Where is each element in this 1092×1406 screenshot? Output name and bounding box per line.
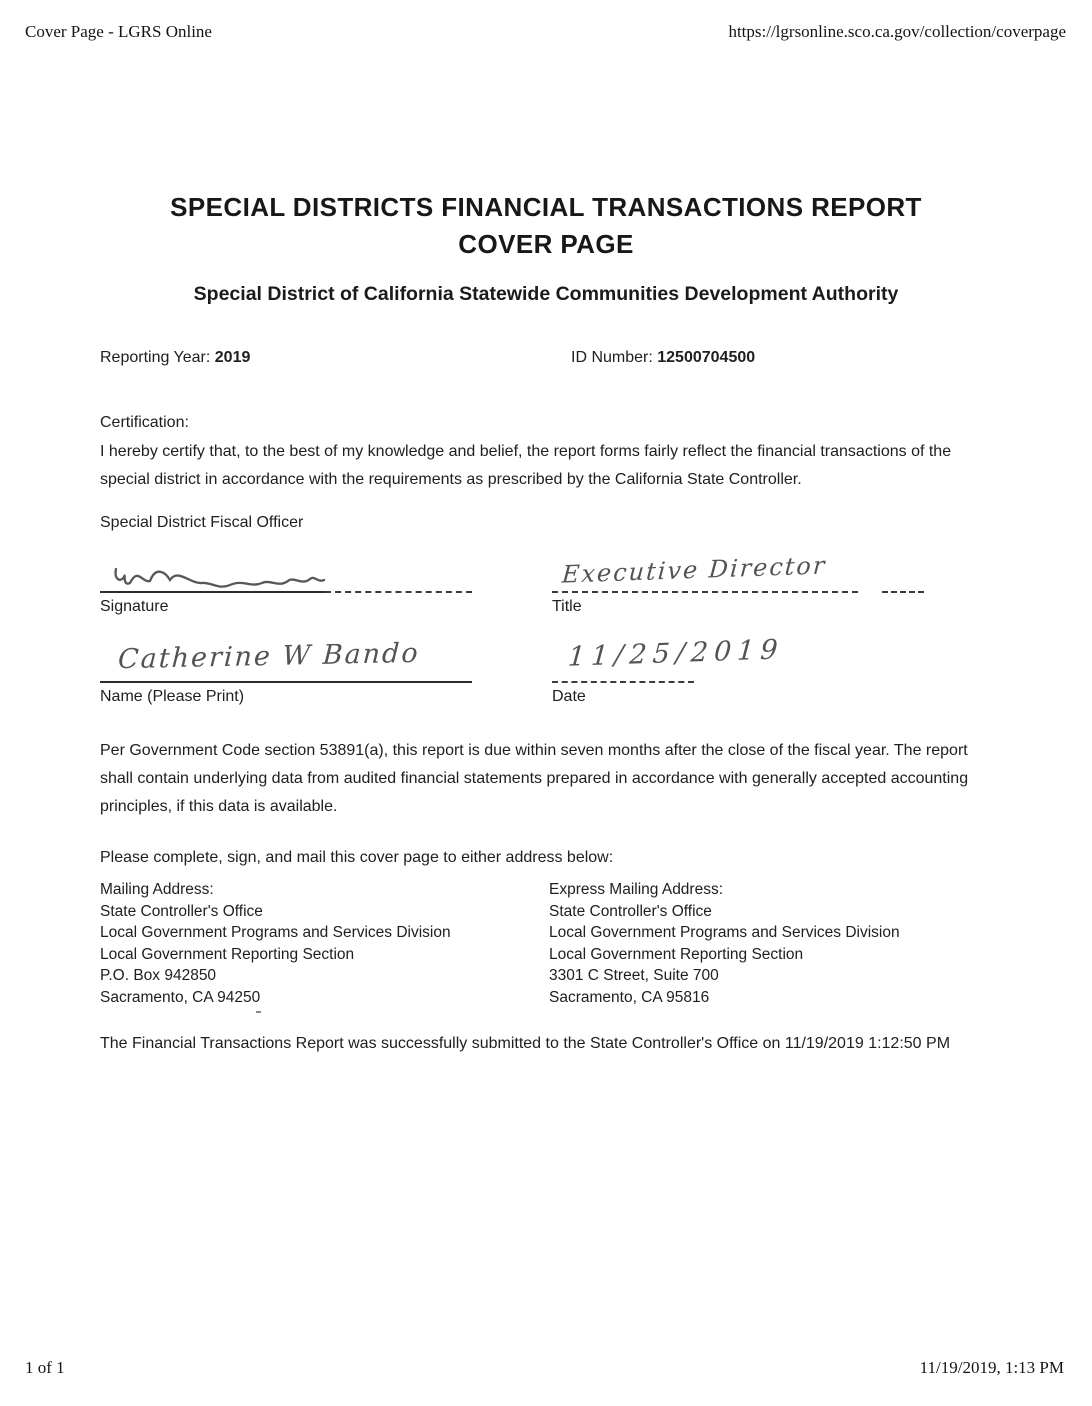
- express-address-line: Local Government Reporting Section: [549, 945, 804, 963]
- mailing-address-line: Local Government Programs and Services Division: [100, 924, 451, 941]
- date-label: Date: [552, 688, 586, 705]
- fiscal-officer-heading: Special District Fiscal Officer: [100, 514, 304, 531]
- government-code-paragraph: Per Government Code section 53891(a), this report is due within seven months after the close of the fiscal year. The report shall contain underlying data from audited financial statements prepared in accordance with generally accepted accounting principles, if this data is available.: [100, 742, 969, 815]
- name-label: Name (Please Print): [100, 688, 245, 705]
- report-title-line2: COVER PAGE: [458, 229, 634, 259]
- name-handwritten-value: Catherine W Bando: [117, 637, 421, 676]
- express-address-block: [549, 879, 900, 1008]
- mailing-address-label: Mailing Address:: [100, 881, 214, 898]
- express-address-line: Sacramento, CA 95816: [549, 988, 710, 1006]
- signature-line: [100, 591, 472, 593]
- title-line: [552, 591, 858, 593]
- id-number-label: ID Number:: [571, 349, 653, 366]
- mailing-address-block: [100, 879, 451, 1008]
- mailing-address-line: State Controller's Office: [100, 902, 263, 920]
- date-handwritten-value: 11/25/2019: [566, 634, 785, 673]
- scan-artifact: [256, 1011, 261, 1013]
- certification-text: I hereby certify that, to the best of my knowledge and belief, the report forms fairly reflect the financial transactions of the special district in accordance with the requirements as prescribed by the California State Controller.: [100, 443, 952, 488]
- mailing-address-line: Local Government Reporting Section: [100, 945, 355, 963]
- title-label: Title: [552, 598, 582, 615]
- district-subtitle: Special District of California Statewide Communities Development Authority: [193, 283, 899, 305]
- print-header-url: https://lgrsonline.sco.ca.gov/collection/coverpage: [728, 22, 1066, 41]
- submission-note: The Financial Transactions Report was successfully submitted to the State Controller's Office on 11/19/2019 1:12:50 PM: [100, 1035, 951, 1052]
- signature-label: Signature: [100, 598, 169, 615]
- reporting-year: [100, 349, 250, 367]
- reporting-year-value: 2019: [214, 349, 251, 366]
- express-address-label: Express Mailing Address:: [549, 881, 724, 898]
- title-line-tail: [882, 591, 924, 593]
- print-footer-page-number: 1 of 1: [25, 1358, 65, 1377]
- id-number: [571, 349, 755, 367]
- express-address-line: Local Government Programs and Services Division: [549, 924, 900, 941]
- certification-label: Certification:: [100, 414, 189, 431]
- express-address-line: 3301 C Street, Suite 700: [549, 967, 719, 984]
- id-number-value: 12500704500: [657, 349, 756, 366]
- date-line: [552, 681, 694, 683]
- reporting-year-label: Reporting Year:: [100, 349, 211, 366]
- express-address-line: State Controller's Office: [549, 902, 712, 920]
- mail-instruction: Please complete, sign, and mail this cover page to either address below:: [100, 849, 614, 866]
- mailing-address-line: Sacramento, CA 94250: [100, 988, 261, 1006]
- print-footer-timestamp: 11/19/2019, 1:13 PM: [919, 1358, 1064, 1377]
- mailing-address-line: P.O. Box 942850: [100, 967, 217, 984]
- report-title-line1: SPECIAL DISTRICTS FINANCIAL TRANSACTIONS REPORT: [170, 192, 922, 222]
- title-handwritten-value: Executive Director: [561, 551, 828, 589]
- name-line: [100, 681, 472, 683]
- print-header-title: Cover Page - LGRS Online: [25, 22, 212, 41]
